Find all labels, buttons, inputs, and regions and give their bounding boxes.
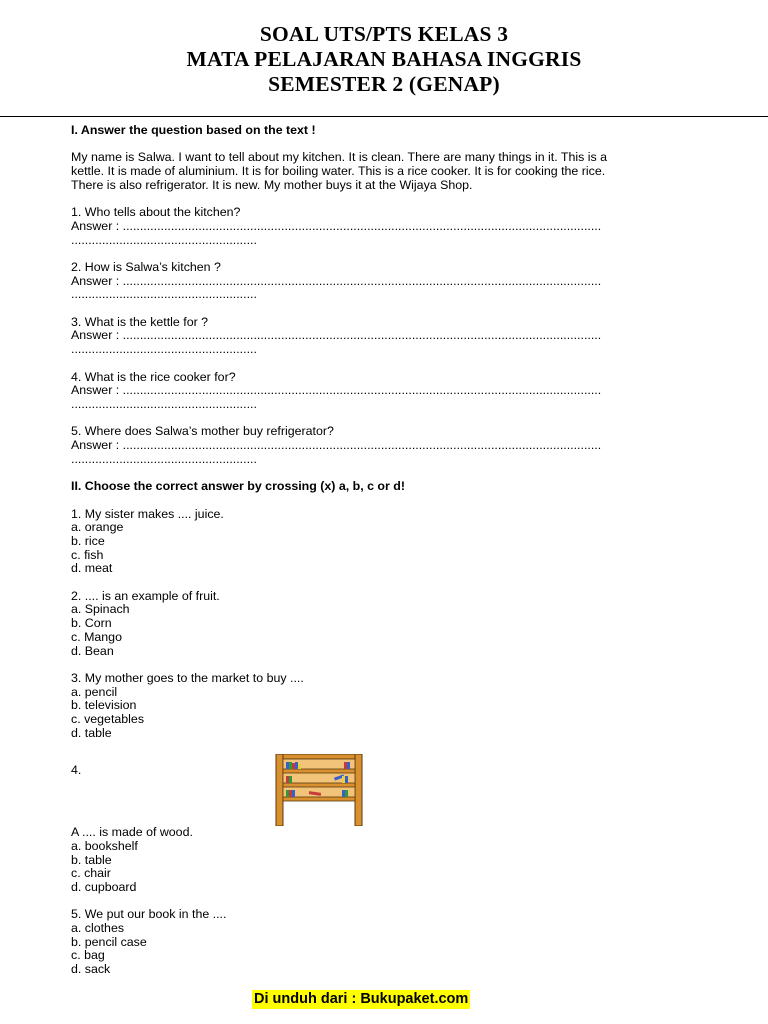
answer-line-continued[interactable]: ......................................................	[71, 288, 257, 302]
question-text: 1. My sister makes .... juice.	[71, 506, 224, 521]
question-number: 4.	[71, 763, 82, 778]
essay-question-4	[71, 371, 691, 412]
question-text: 2. How is Salwa’s kitchen ?	[71, 259, 221, 274]
answer-line[interactable]: Answer : ...........................................................................................................................................	[71, 439, 602, 453]
option-b[interactable]: b. Corn	[71, 616, 112, 631]
question-text: 1. Who tells about the kitchen?	[71, 205, 241, 220]
option-d[interactable]: d. sack	[71, 962, 111, 977]
option-a[interactable]: a. clothes	[71, 921, 125, 936]
answer-line-continued[interactable]: ......................................................	[71, 233, 257, 247]
option-b[interactable]: b. television	[71, 698, 137, 713]
option-d[interactable]: d. cupboard	[71, 879, 137, 894]
mc-question-2	[71, 590, 691, 659]
essay-question-2	[71, 261, 691, 302]
essay-question-5	[71, 425, 691, 466]
option-d[interactable]: d. Bean	[71, 643, 114, 658]
reading-text-line: There is also refrigerator. It is new. My mother buys it at the Wijaya Shop.	[71, 177, 473, 192]
mc-question-4	[71, 754, 691, 895]
download-source-footer[interactable]: Di unduh dari : Bukupaket.com	[254, 991, 469, 1007]
worksheet-content	[71, 124, 691, 977]
header-title-line1: SOAL UTS/PTS KELAS 3	[259, 22, 509, 46]
answer-line[interactable]: Answer : ...........................................................................................................................................	[71, 219, 602, 233]
question-text: 3. What is the kettle for ?	[71, 314, 209, 329]
option-d[interactable]: d. table	[71, 725, 112, 740]
answer-line[interactable]: Answer : ...........................................................................................................................................	[71, 329, 602, 343]
option-c[interactable]: c. chair	[71, 866, 111, 881]
option-c[interactable]: c. bag	[71, 948, 105, 963]
option-a[interactable]: a. bookshelf	[71, 838, 138, 853]
question-image-row	[71, 754, 691, 826]
option-b[interactable]: b. table	[71, 852, 112, 867]
mc-question-3	[71, 672, 691, 741]
option-c[interactable]: c. Mango	[71, 629, 122, 644]
option-b[interactable]: b. pencil case	[71, 934, 147, 949]
essay-question-3	[71, 316, 691, 357]
answer-line-continued[interactable]: ......................................................	[71, 397, 257, 411]
answer-line-continued[interactable]: ......................................................	[71, 343, 257, 357]
option-a[interactable]: a. orange	[71, 520, 124, 535]
mc-question-1	[71, 508, 691, 577]
option-c[interactable]: c. fish	[71, 547, 104, 562]
question-text: A .... is made of wood.	[71, 825, 193, 840]
section2-title: II. Choose the correct answer by crossing (x) a, b, c or d!	[71, 479, 405, 494]
question-text: 3. My mother goes to the market to buy ....	[71, 670, 304, 685]
option-d[interactable]: d. meat	[71, 561, 113, 576]
page-header	[0, 0, 768, 117]
question-text: 4. What is the rice cooker for?	[71, 369, 236, 384]
question-text: 5. We put our book in the ....	[71, 907, 227, 922]
option-b[interactable]: b. rice	[71, 533, 105, 548]
reading-text	[71, 151, 691, 192]
essay-question-1	[71, 206, 691, 247]
section1-title: I. Answer the question based on the text !	[71, 123, 316, 137]
option-c[interactable]: c. vegetables	[71, 712, 145, 727]
header-title-line3: SEMESTER 2 (GENAP)	[268, 72, 500, 96]
option-a[interactable]: a. Spinach	[71, 602, 130, 617]
question-text: 5. Where does Salwa’s mother buy refrigerator?	[71, 424, 334, 439]
question-text: 2. .... is an example of fruit.	[71, 588, 220, 603]
answer-line[interactable]: Answer : ...........................................................................................................................................	[71, 274, 602, 288]
reading-text-line: kettle. It is made of aluminium. It is for boiling water. This is a rice cooker. It is for cooking the rice.	[71, 164, 606, 179]
bookshelf-illustration-icon	[274, 754, 364, 826]
mc-question-5	[71, 908, 691, 977]
answer-line[interactable]: Answer : ...........................................................................................................................................	[71, 384, 602, 398]
answer-line-continued[interactable]: ......................................................	[71, 452, 257, 466]
reading-text-line: My name is Salwa. I want to tell about my kitchen. It is clean. There are many things in it. This is a	[71, 150, 608, 165]
option-a[interactable]: a. pencil	[71, 684, 118, 699]
header-title-line2: MATA PELAJARAN BAHASA INGGRIS	[186, 47, 582, 71]
